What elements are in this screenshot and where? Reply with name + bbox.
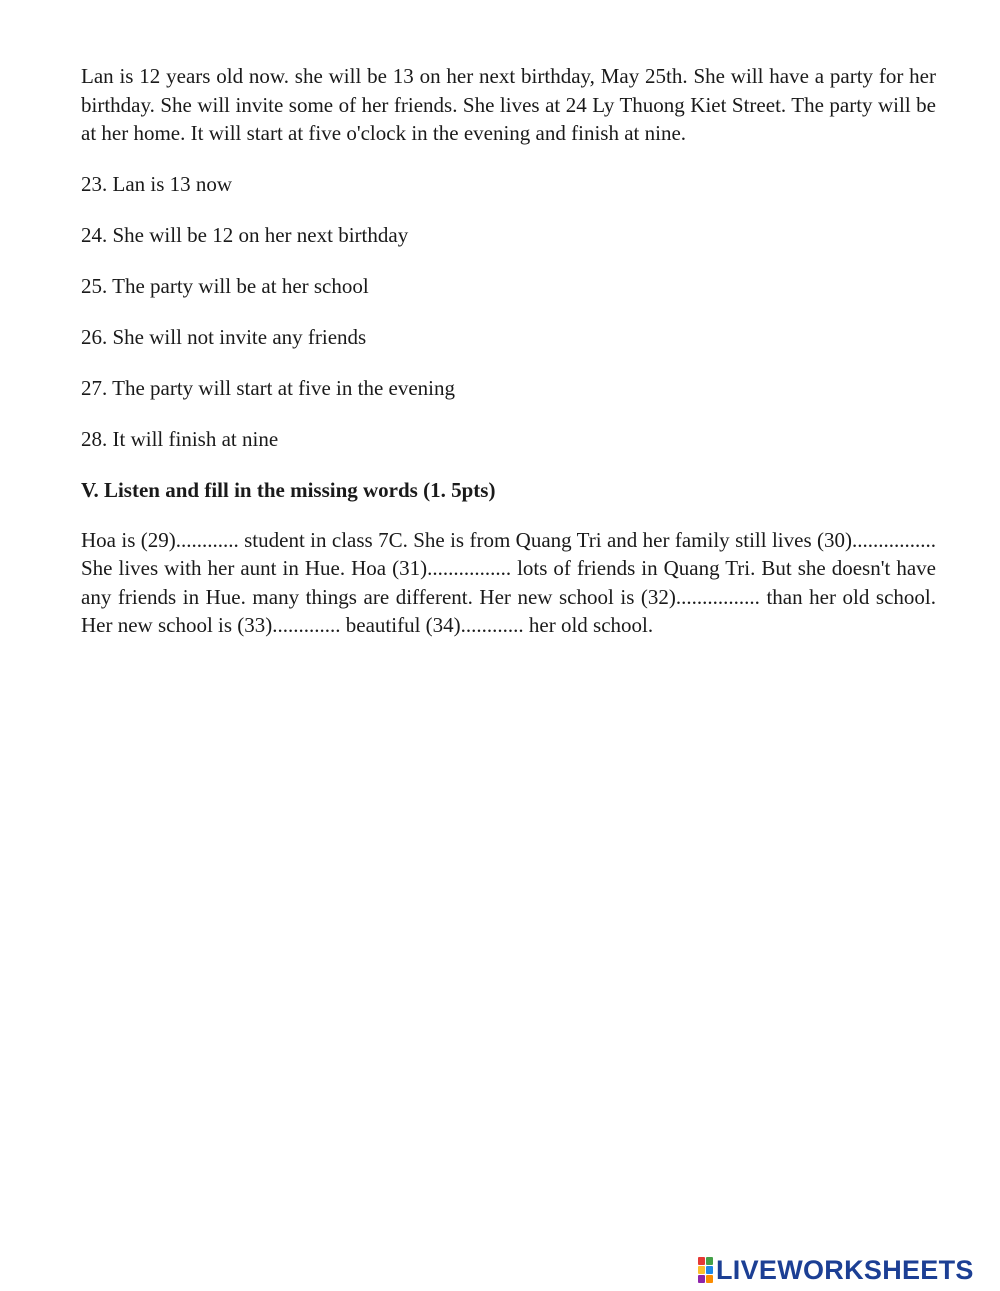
logo-block [706,1266,713,1274]
statement-item: 24. She will be 12 on her next birthday [81,222,409,247]
logo-block [698,1275,705,1283]
logo-blocks-icon [698,1257,713,1283]
liveworksheets-logo [698,1255,974,1285]
logo-block [706,1275,713,1283]
logo-block [706,1257,713,1265]
worksheet-page [81,62,936,640]
logo-text: LIVEWORKSHEETS [716,1255,974,1285]
listening-passage: Hoa is (29)............ student in class 7C. She is from Quang Tri and her family still lives (30)................ She lives with her aunt in Hue. Hoa (31)................ lots of friends in Quang Tri. But she doesn't have any friends in Hue. many things are different. Her new school is (32)................ than her old school. Her new school is (33)............. beautiful (34)............ her old school. [81,527,936,637]
section-heading: V. Listen and fill in the missing words (1. 5pts) [81,477,496,502]
reading-passage: Lan is 12 years old now. she will be 13 on her next birthday, May 25th. She will have a party for her birthday. She will invite some of her friends. She lives at 24 Ly Thuong Kiet Street. The party will be at her home. It will start at five o'clock in the evening and finish at nine. [81,64,936,145]
statement-item: 28. It will finish at nine [81,426,279,451]
statement-item: 25. The party will be at her school [81,273,369,298]
statement-item: 26. She will not invite any friends [81,324,367,349]
statement-item: 23. Lan is 13 now [81,171,233,196]
statement-item: 27. The party will start at five in the evening [81,375,456,400]
statement-list [81,170,936,453]
logo-block [698,1257,705,1265]
logo-block [698,1266,705,1274]
